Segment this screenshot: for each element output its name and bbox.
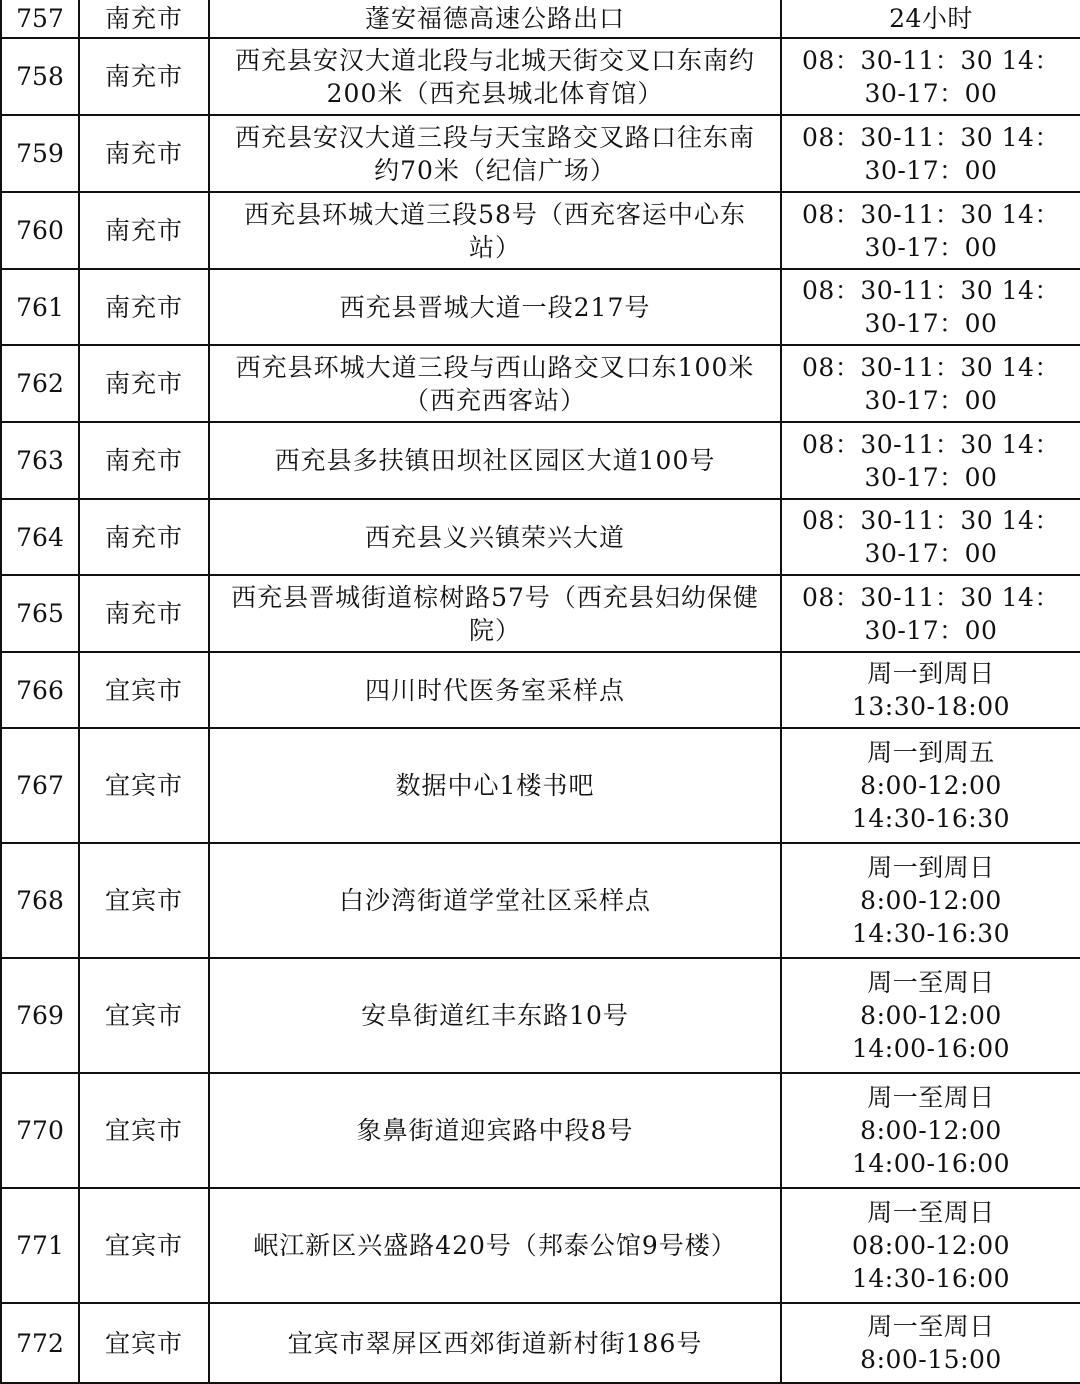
address-cell: [209, 958, 781, 1073]
row-number-cell: 769: [1, 958, 79, 1073]
hours-line: 08：30-11：30 14：: [802, 199, 1060, 229]
table-row: [1, 115, 1080, 192]
hours-line: 08:00-12:00: [851, 1231, 1011, 1260]
address-line: 岷江新区兴盛路420号（邦泰公馆9号楼）: [253, 1231, 737, 1260]
address-line: 西充县晋城大道一段217号: [339, 292, 651, 322]
hours-line: 30-17：00: [864, 78, 998, 108]
address-line: 西充县安汉大道北段与北城天街交叉口东南约: [234, 45, 755, 75]
address-line: 站）: [468, 232, 521, 262]
hours-line: 08：30-11：30 14：: [802, 352, 1060, 382]
city-cell: 南充市: [79, 575, 209, 652]
city-cell: 宜宾市: [79, 652, 209, 728]
address-cell: [209, 843, 781, 958]
address-line: 象鼻街道迎宾路中段8号: [356, 1116, 634, 1145]
table-row: [1, 652, 1080, 728]
row-number-cell: 768: [1, 843, 79, 958]
address-cell: [209, 1073, 781, 1188]
address-line: 约70米（纪信广场）: [374, 155, 616, 185]
address-cell: [209, 652, 781, 728]
address-cell: [209, 345, 781, 422]
hours-line: 8:00-12:00: [860, 1116, 1002, 1145]
hours-line: 30-17：00: [864, 385, 998, 415]
row-number-cell: 772: [1, 1303, 79, 1383]
table-row: [1, 422, 1080, 499]
table-body: [1, 0, 1080, 1383]
address-line: 数据中心1楼书吧: [395, 771, 595, 800]
hours-line: 8:00-15:00: [860, 1345, 1002, 1374]
hours-cell: [781, 958, 1080, 1073]
table-row: [1, 0, 1080, 38]
address-line: 院）: [468, 615, 521, 645]
hours-cell: [781, 843, 1080, 958]
hours-cell: [781, 115, 1080, 192]
address-line: 西充县义兴镇荣兴大道: [364, 522, 625, 552]
hours-line: 08：30-11：30 14：: [802, 582, 1060, 612]
hours-line: 08：30-11：30 14：: [802, 45, 1060, 75]
hours-cell: [781, 0, 1080, 38]
city-cell: 宜宾市: [79, 958, 209, 1073]
address-cell: [209, 1188, 781, 1303]
city-cell: 宜宾市: [79, 843, 209, 958]
city-cell: 宜宾市: [79, 1073, 209, 1188]
row-number-cell: 759: [1, 115, 79, 192]
address-line: 西充县多扶镇田坝社区园区大道100号: [274, 446, 716, 475]
hours-line: 周一至周日: [867, 1083, 995, 1112]
city-cell: 宜宾市: [79, 728, 209, 843]
hours-line: 30-17：00: [864, 462, 998, 492]
hours-cell: [781, 499, 1080, 575]
address-cell: [209, 499, 781, 575]
table-row: [1, 575, 1080, 652]
hours-line: 30-17：00: [864, 232, 998, 262]
table-row: [1, 1303, 1080, 1383]
hours-cell: [781, 575, 1080, 652]
city-cell: 南充市: [79, 269, 209, 345]
address-line: 四川时代医务室采样点: [364, 675, 625, 705]
table-row: [1, 499, 1080, 575]
hours-line: 8:00-12:00: [860, 886, 1002, 915]
hours-line: 14:00-16:00: [851, 1034, 1011, 1063]
row-number-cell: 771: [1, 1188, 79, 1303]
table-row: [1, 728, 1080, 843]
hours-cell: [781, 1188, 1080, 1303]
address-line: 西充县环城大道三段58号（西充客运中心东: [244, 199, 746, 229]
row-number-cell: 763: [1, 422, 79, 499]
hours-cell: [781, 269, 1080, 345]
city-cell: 宜宾市: [79, 1303, 209, 1383]
address-cell: [209, 1303, 781, 1383]
hours-line: 13:30-18:00: [851, 692, 1011, 721]
row-number-cell: 767: [1, 728, 79, 843]
hours-line: 8:00-12:00: [860, 771, 1002, 800]
hours-line: 周一到周日: [867, 853, 995, 882]
table-row: [1, 269, 1080, 345]
hours-cell: [781, 38, 1080, 115]
hours-line: 08：30-11：30 14：: [802, 506, 1060, 535]
hours-line: 周一到周日: [867, 659, 995, 688]
row-number-cell: 758: [1, 38, 79, 115]
hours-line: 08：30-11：30 14：: [802, 429, 1060, 459]
row-number-cell: 760: [1, 192, 79, 269]
row-number-cell: 757: [1, 0, 79, 38]
hours-cell: [781, 345, 1080, 422]
hours-cell: [781, 728, 1080, 843]
city-cell: 南充市: [79, 192, 209, 269]
table-row: [1, 192, 1080, 269]
hours-line: 周一至周日: [867, 1312, 995, 1341]
hours-line: 14:30-16:00: [851, 1264, 1011, 1293]
hours-cell: [781, 1073, 1080, 1188]
city-cell: 南充市: [79, 115, 209, 192]
hours-line: 24小时: [889, 3, 973, 33]
hours-line: 周一至周日: [867, 1198, 995, 1227]
city-cell: 南充市: [79, 345, 209, 422]
address-line: 蓬安福德高速公路出口: [364, 3, 625, 33]
row-number-cell: 761: [1, 269, 79, 345]
address-cell: [209, 422, 781, 499]
hours-line: 08：30-11：30 14：: [802, 122, 1060, 152]
address-cell: [209, 115, 781, 192]
hours-line: 30-17：00: [864, 155, 998, 185]
hours-line: 8:00-12:00: [860, 1001, 1002, 1030]
row-number-cell: 764: [1, 499, 79, 575]
hours-line: 14:00-16:00: [851, 1149, 1011, 1178]
hours-line: 30-17：00: [864, 309, 998, 338]
table-row: [1, 345, 1080, 422]
address-cell: [209, 728, 781, 843]
hours-line: 30-17：00: [864, 539, 998, 568]
row-number-cell: 762: [1, 345, 79, 422]
hours-line: 14:30-16:30: [851, 919, 1011, 948]
city-cell: 南充市: [79, 499, 209, 575]
hours-cell: [781, 422, 1080, 499]
city-cell: 南充市: [79, 422, 209, 499]
address-line: 白沙湾街道学堂社区采样点: [338, 886, 651, 915]
address-cell: [209, 192, 781, 269]
address-cell: [209, 38, 781, 115]
address-line: 西充县安汉大道三段与天宝路交叉路口往东南: [234, 122, 755, 152]
address-line: 西充县晋城街道棕树路57号（西充县妇幼保健: [231, 582, 759, 612]
hours-line: 周一至周日: [867, 968, 995, 997]
hours-line: 30-17：00: [864, 615, 998, 645]
city-cell: 宜宾市: [79, 1188, 209, 1303]
address-line: （西充西客站）: [403, 385, 586, 415]
row-number-cell: 766: [1, 652, 79, 728]
address-line: 宜宾市翠屏区西郊街道新村街186号: [287, 1328, 703, 1358]
city-cell: 南充市: [79, 38, 209, 115]
address-line: 西充县环城大道三段与西山路交叉口东100米: [235, 352, 755, 382]
table-row: [1, 1188, 1080, 1303]
table-row: [1, 1073, 1080, 1188]
row-number-cell: 770: [1, 1073, 79, 1188]
hours-cell: [781, 192, 1080, 269]
hours-line: 周一到周五: [867, 738, 995, 767]
table-row: [1, 38, 1080, 115]
table-row: [1, 843, 1080, 958]
address-line: 安阜街道红丰东路10号: [361, 1001, 629, 1030]
row-number-cell: 765: [1, 575, 79, 652]
hours-cell: [781, 652, 1080, 728]
address-line: 200米（西充县城北体育馆）: [326, 78, 664, 108]
hours-line: 08：30-11：30 14：: [802, 276, 1060, 305]
table-row: [1, 958, 1080, 1073]
hours-line: 14:30-16:30: [851, 804, 1011, 833]
address-cell: [209, 575, 781, 652]
address-cell: [209, 269, 781, 345]
address-cell: [209, 0, 781, 38]
city-cell: 南充市: [79, 0, 209, 38]
hours-cell: [781, 1303, 1080, 1383]
